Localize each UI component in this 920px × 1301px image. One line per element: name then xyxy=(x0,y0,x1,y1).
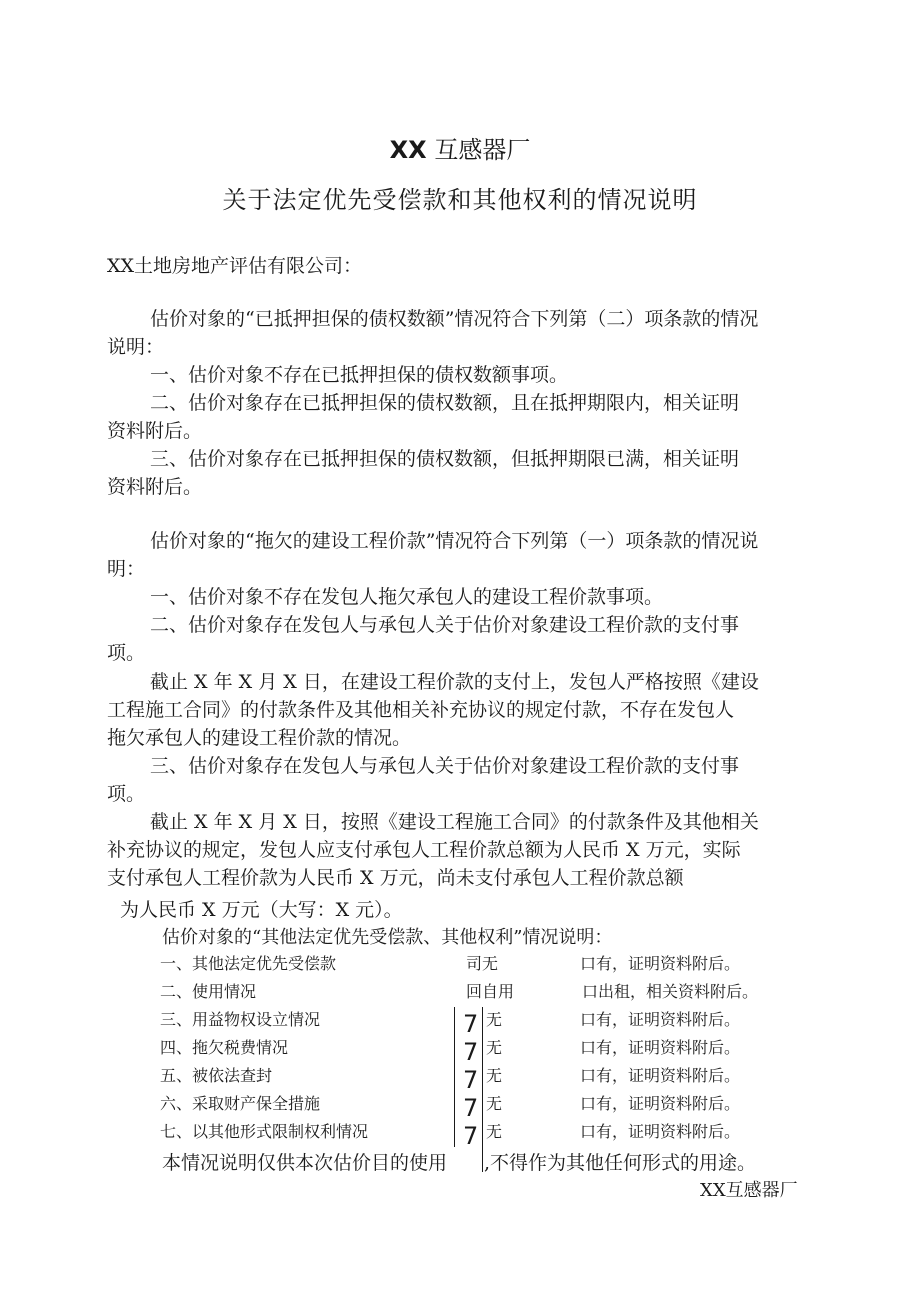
row5-check-mark: 7 xyxy=(463,1066,479,1094)
row2-option-rent: 口出租，相关资料附后。 xyxy=(582,982,759,1001)
section1-intro-line2: 说明： xyxy=(107,336,165,358)
section1-intro-line1: 估价对象的“已抵押担保的债权数额”情况符合下列第（二）项条款的情况 xyxy=(150,308,759,330)
section2-item1: 一、估价对象不存在发包人拖欠承包人的建设工程价款事项。 xyxy=(150,586,664,608)
closing-statement-part2: ,不得作为其他任何形式的用途。 xyxy=(484,1152,757,1174)
row4-option-yes: 口有，证明资料附后。 xyxy=(580,1038,741,1057)
row1-option-yes: 口有，证明资料附后。 xyxy=(580,954,741,973)
company-name xyxy=(0,130,920,165)
section2-item3-line1: 三、估价对象存在发包人与承包人关于估价对象建设工程价款的支付事 xyxy=(150,755,740,777)
signature: XX互感器厂 xyxy=(700,1180,798,1201)
company-name-rest: 互感器厂 xyxy=(434,136,531,164)
section2-item2-detail-line3: 拖欠承包人的建设工程价款的情况。 xyxy=(107,727,412,749)
checkbox-column-rule-left xyxy=(454,1007,455,1147)
row3-option-yes: 口有，证明资料附后。 xyxy=(580,1010,741,1029)
section2-item3-detail-line3: 支付承包人工程价款为人民币 X 万元，尚未支付承包人工程价款总额 xyxy=(107,867,684,889)
section2-item3-detail-line2: 补充协议的规定，发包人应支付承包人工程价款总额为人民币 X 万元，实际 xyxy=(107,839,741,861)
row5-label: 五、被依法查封 xyxy=(160,1066,273,1085)
section1-item3-line1: 三、估价对象存在已抵押担保的债权数额，但抵押期限已满，相关证明 xyxy=(150,448,740,470)
document-title: 关于法定优先受偿款和其他权利的情况说明 xyxy=(222,186,698,214)
row5-option-none: 无 xyxy=(486,1066,503,1085)
row7-option-none: 无 xyxy=(486,1122,503,1141)
row7-check-mark: 7 xyxy=(463,1122,479,1150)
section2-intro-line1: 估价对象的“拖欠的建设工程价款”情况符合下列第（一）项条款的情况说 xyxy=(150,530,759,552)
section1-item3-line2: 资料附后。 xyxy=(107,476,203,498)
row3-option-none: 无 xyxy=(486,1010,503,1029)
row3-check-mark: 7 xyxy=(463,1010,479,1038)
section1-item2-line1: 二、估价对象存在已抵押担保的债权数额，且在抵押期限内，相关证明 xyxy=(150,392,740,414)
row2-label: 二、使用情况 xyxy=(160,982,257,1001)
section1-item2-line2: 资料附后。 xyxy=(107,420,203,442)
section2-item3-detail-line4: 为人民币 X 万元（大写：X 元）。 xyxy=(120,899,403,921)
row1-option-none: 司无 xyxy=(466,954,499,973)
row5-option-yes: 口有，证明资料附后。 xyxy=(580,1066,741,1085)
row4-check-mark: 7 xyxy=(463,1038,479,1066)
checkbox-column-rule-right xyxy=(482,1007,483,1172)
section1-item1: 一、估价对象不存在已抵押担保的债权数额事项。 xyxy=(150,364,569,386)
row2-option-self-use: 回自用 xyxy=(466,982,515,1001)
row7-option-yes: 口有，证明资料附后。 xyxy=(580,1122,741,1141)
row6-option-none: 无 xyxy=(486,1094,503,1113)
section2-item3-detail-line1: 截止 X 年 X 月 X 日，按照《建设工程施工合同》的付款条件及其他相关 xyxy=(150,811,759,833)
section2-intro-line2: 明： xyxy=(107,558,146,580)
row7-label: 七、以其他形式限制权利情况 xyxy=(160,1122,369,1141)
section2-item3-line2: 项。 xyxy=(107,783,146,805)
row4-option-none: 无 xyxy=(486,1038,503,1057)
section2-item2-detail-line1: 截止 X 年 X 月 X 日，在建设工程价款的支付上，发包人严格按照《建设 xyxy=(150,671,759,693)
addressee: XX土地房地产评估有限公司： xyxy=(107,255,363,277)
row6-check-mark: 7 xyxy=(463,1094,479,1122)
row6-label: 六、采取财产保全措施 xyxy=(160,1094,321,1113)
company-name-bold: XX xyxy=(389,136,427,164)
section2-item2-line1: 二、估价对象存在发包人与承包人关于估价对象建设工程价款的支付事 xyxy=(150,614,740,636)
row3-label: 三、用益物权设立情况 xyxy=(160,1010,321,1029)
row1-label: 一、其他法定优先受偿款 xyxy=(160,954,337,973)
row4-label: 四、拖欠税费情况 xyxy=(160,1038,289,1057)
row6-option-yes: 口有，证明资料附后。 xyxy=(580,1094,741,1113)
closing-statement-part1: 本情况说明仅供本次估价目的使用 xyxy=(162,1152,448,1174)
section2-item2-detail-line2: 工程施工合同》的付款条件及其他相关补充协议的规定付款，不存在发包人 xyxy=(107,699,735,721)
section2-item2-line2: 项。 xyxy=(107,642,146,664)
section3-intro: 估价对象的“其他法定优先受偿款、其他权利”情况说明： xyxy=(162,927,613,948)
